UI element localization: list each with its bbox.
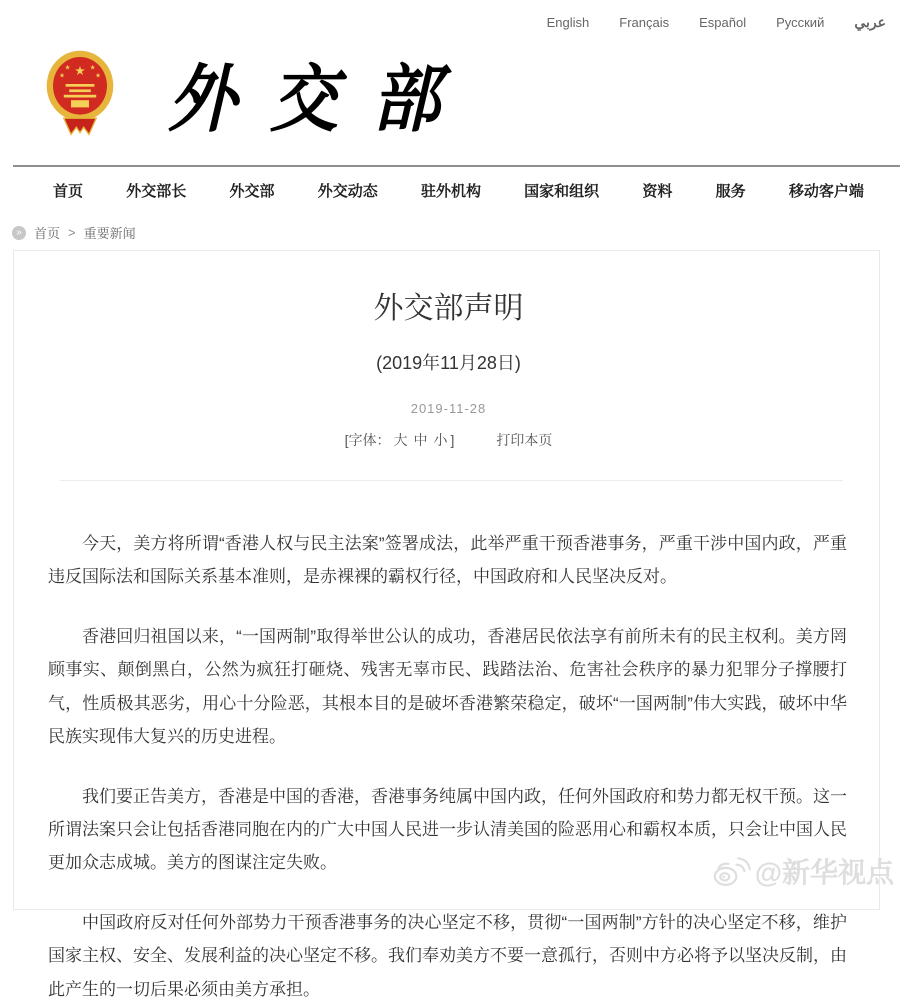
nav-item-resources[interactable]: 资料 bbox=[642, 183, 673, 200]
lang-link-arabic[interactable]: عربي bbox=[854, 14, 886, 30]
breadcrumb-current-link[interactable]: 重要新闻 bbox=[83, 226, 136, 241]
title-separator bbox=[60, 480, 843, 481]
article-body bbox=[48, 527, 849, 1006]
site-logo[interactable] bbox=[0, 31, 900, 149]
print-page-button[interactable]: 打印本页 bbox=[496, 432, 553, 448]
svg-text:★: ★ bbox=[89, 64, 96, 72]
article-paragraph: 我们要正告美方，香港是中国的香港，香港事务纯属中国内政，任何外国政府和势力都无权干预。这一所谓法案只会让包括香港同胞在内的广大中国人民进一步认清美国的险恶用心和霸权本质，只会让中国人民更加众志成城。美方的图谋注定失败。 bbox=[48, 786, 847, 873]
font-size-large-button[interactable]: 大 bbox=[393, 432, 408, 448]
article-paragraph: 香港回归祖国以来，“一国两制”取得举世公认的成功，香港居民依法享有前所未有的民主权利。美方罔顾事实、颠倒黑白，公然为疯狂打砸烧、残害无辜市民、践踏法治、危害社会秩序的暴力犯罪分子撑腰打气，性质极其恶劣，用心十分险恶，其根本目的是破坏香港繁荣稳定，破坏“一国两制”伟大实践，破坏中华民族实现伟大复兴的历史进程。 bbox=[48, 627, 847, 746]
font-size-label-close: ] bbox=[450, 432, 455, 448]
breadcrumb-separator: > bbox=[68, 225, 76, 240]
nav-item-home[interactable]: 首页 bbox=[53, 183, 84, 200]
svg-text:★: ★ bbox=[74, 64, 86, 78]
article-paragraph: 今天，美方将所谓“香港人权与民主法案”签署成法，此举严重干预香港事务，严重干涉中国内政，严重违反国际法和国际关系基本准则，是赤裸裸的霸权行径，中国政府和人民坚决反对。 bbox=[48, 534, 847, 587]
article-title: 外交部声明 bbox=[373, 292, 524, 325]
nav-item-countries-organizations[interactable]: 国家和组织 bbox=[524, 183, 600, 200]
article-container bbox=[13, 250, 880, 999]
lang-link-french[interactable]: Français bbox=[619, 15, 670, 30]
lang-link-russian[interactable]: Русский bbox=[776, 15, 825, 30]
font-size-medium-button[interactable]: 中 bbox=[413, 432, 428, 448]
nav-item-mobile-client[interactable]: 移动客户端 bbox=[788, 183, 864, 200]
nav-item-missions-abroad[interactable]: 驻外机构 bbox=[420, 183, 481, 200]
breadcrumb-home-link[interactable]: 首页 bbox=[34, 226, 61, 241]
font-size-label: [字体： bbox=[344, 432, 391, 448]
article-date: 2019-11-28 bbox=[410, 401, 487, 416]
watermark-text: @新华视点 bbox=[754, 857, 894, 888]
main-navigation bbox=[13, 165, 900, 209]
svg-text:★: ★ bbox=[95, 72, 101, 80]
article-paragraph: 中国政府反对任何外部势力干预香港事务的决心坚定不移，贯彻“一国两制”方针的决心坚定不移，维护国家主权、安全、发展利益的决心坚定不移。我们奉劝美方不要一意孤行，否则中方必将予以坚决反制，由此产生的一切后果必须由美方承担。 bbox=[48, 913, 847, 999]
language-bar bbox=[0, 0, 900, 31]
national-emblem-icon bbox=[44, 46, 116, 140]
breadcrumb bbox=[0, 209, 900, 250]
font-size-small-button[interactable]: 小 bbox=[433, 432, 448, 448]
article-toolbar bbox=[48, 430, 849, 450]
nav-item-ministry[interactable]: 外交部 bbox=[229, 183, 275, 200]
logo-calligraphy: 外交部 bbox=[168, 55, 475, 143]
article-subtitle: (2019年11月28日) bbox=[376, 353, 521, 373]
nav-item-diplomatic-activities[interactable]: 外交动态 bbox=[317, 183, 378, 200]
svg-text:★: ★ bbox=[59, 72, 65, 80]
lang-link-english[interactable]: English bbox=[546, 15, 590, 30]
breadcrumb-arrow-icon: » bbox=[12, 226, 26, 240]
svg-text:★: ★ bbox=[64, 64, 71, 72]
lang-link-spanish[interactable]: Español bbox=[699, 15, 747, 30]
nav-item-foreign-minister[interactable]: 外交部长 bbox=[126, 183, 187, 200]
nav-item-services[interactable]: 服务 bbox=[715, 183, 746, 200]
